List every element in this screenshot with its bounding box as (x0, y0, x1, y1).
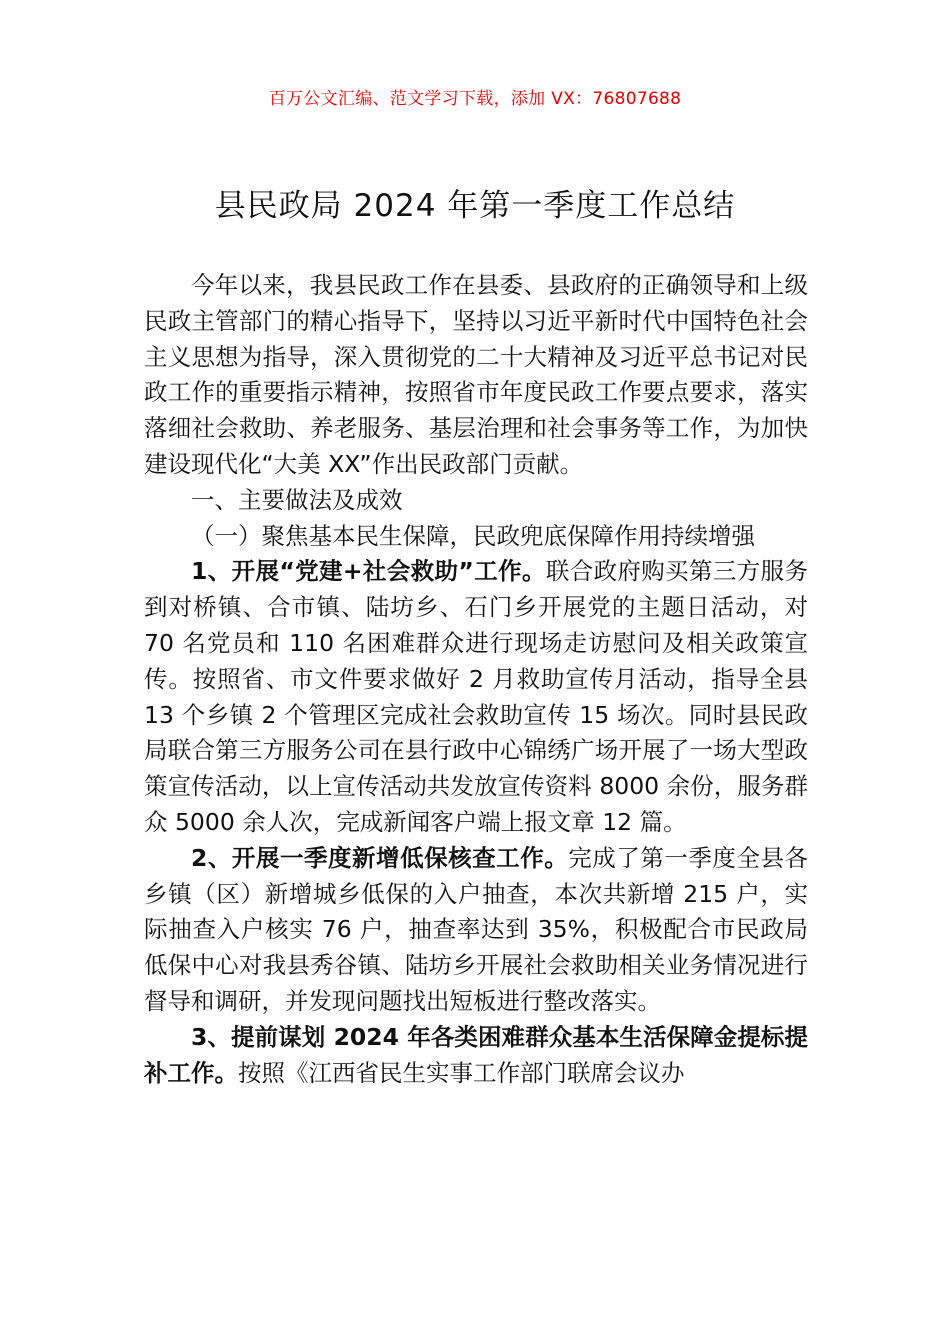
item-text-3: 按照《江西省民生实事工作部门联席会议办 (238, 1058, 685, 1087)
item-heading-3: 3、提前谋划 2024 年各类困难群众基本生活保障金提标提补工作。 (144, 1022, 808, 1087)
item-heading-1: 1、开展“党建+社会救助”工作。 (191, 557, 546, 586)
item-text-2: 完成了第一季度全县各乡镇（区）新增城乡低保的入户抽查，本次共新增 215 户，实际抽查入户核实 76 户，抽查率达到 35%，积极配合市民政局低保中心对我县秀谷镇、陆坊乡开展社会救助相关业务情况进行督导和调研，并发现问题找出短板进行整改落实。 (144, 843, 808, 1015)
item-heading-2: 2、开展一季度新增低保核查工作。 (191, 843, 569, 872)
item-text-1: 联合政府购买第三方服务到对桥镇、合市镇、陆坊乡、石门乡开展党的主题日活动，对 70 名党员和 110 名困难群众进行现场走访慰问及相关政策宣传。按照省、市文件要求做好 2 月救助宣传月活动，指导全县 13 个乡镇 2 个管理区完成社会救助宣传 15 场次。同时县民政局联合第三方服务公司在县行政中心锦绣广场开展了一场大型政策宣传活动，以上宣传活动共发放宣传资料 8000 余份，服务群众 5000 余人次，完成新闻客户端上报文章 12 篇。 (144, 557, 809, 836)
item-paragraph-2 (144, 841, 808, 1020)
document-title: 县民政局 2024 年第一季度工作总结 (214, 188, 736, 224)
item-paragraph-1 (144, 554, 808, 840)
watermark-header: 百万公文汇编、范文学习下载，添加 VX：76807688 (268, 89, 682, 109)
document-body (144, 268, 808, 1091)
item-paragraph-3 (144, 1020, 808, 1092)
section-heading: 一、主要做法及成效 (191, 485, 403, 514)
intro-paragraph: 今年以来，我县民政工作在县委、县政府的正确领导和上级民政主管部门的精心指导下，坚持以习近平新时代中国特色社会主义思想为指导，深入贯彻党的二十大精神及习近平总书记对民政工作的重要指示精神，按照省市年度民政工作要点要求，落实落细社会救助、养老服务、基层治理和社会事务等工作，为加快建设现代化“大美 XX”作出民政部门贡献。 (144, 271, 808, 478)
subsection-heading: （一）聚焦基本民生保障，民政兜底保障作用持续增强 (191, 521, 755, 550)
